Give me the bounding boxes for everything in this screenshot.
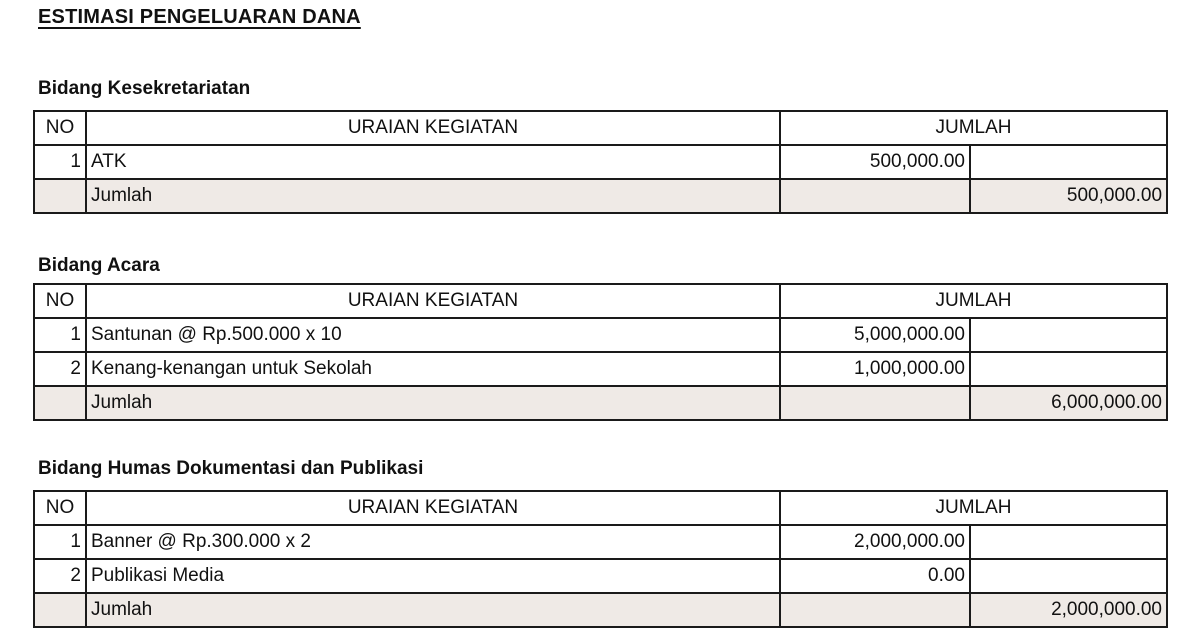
row-number: 1	[34, 525, 86, 559]
row-total-cell	[970, 145, 1167, 179]
table-header-row	[34, 284, 1167, 318]
table-header-row	[34, 111, 1167, 145]
row-number: 2	[34, 559, 86, 593]
budget-table-kesekretariatan	[33, 110, 1168, 214]
row-total-cell	[970, 352, 1167, 386]
table-header-row	[34, 491, 1167, 525]
row-amount: 5,000,000.00	[780, 318, 970, 352]
header-uraian: URAIAN KEGIATAN	[86, 491, 780, 525]
total-amount-cell	[780, 386, 970, 420]
total-label: Jumlah	[86, 179, 780, 213]
header-no: NO	[34, 284, 86, 318]
header-jumlah: JUMLAH	[780, 491, 1167, 525]
table-row	[34, 352, 1167, 386]
header-jumlah: JUMLAH	[780, 284, 1167, 318]
row-amount: 0.00	[780, 559, 970, 593]
total-value: 2,000,000.00	[970, 593, 1167, 627]
total-value: 500,000.00	[970, 179, 1167, 213]
section-title-kesekretariatan: Bidang Kesekretariatan	[38, 78, 251, 99]
table-row	[34, 525, 1167, 559]
budget-table-humas	[33, 490, 1168, 628]
budget-table-acara	[33, 283, 1168, 421]
header-uraian: URAIAN KEGIATAN	[86, 111, 780, 145]
total-label: Jumlah	[86, 593, 780, 627]
header-no: NO	[34, 491, 86, 525]
section-title-acara: Bidang Acara	[38, 255, 160, 276]
row-number: 2	[34, 352, 86, 386]
total-row	[34, 386, 1167, 420]
table-row	[34, 145, 1167, 179]
header-uraian: URAIAN KEGIATAN	[86, 284, 780, 318]
row-total-cell	[970, 559, 1167, 593]
row-description: Publikasi Media	[86, 559, 780, 593]
row-amount: 1,000,000.00	[780, 352, 970, 386]
total-no-cell	[34, 593, 86, 627]
row-description: Santunan @ Rp.500.000 x 10	[86, 318, 780, 352]
total-row	[34, 179, 1167, 213]
document-title: ESTIMASI PENGELUARAN DANA	[38, 6, 361, 28]
header-no: NO	[34, 111, 86, 145]
total-value: 6,000,000.00	[970, 386, 1167, 420]
total-amount-cell	[780, 593, 970, 627]
total-no-cell	[34, 179, 86, 213]
total-amount-cell	[780, 179, 970, 213]
row-total-cell	[970, 525, 1167, 559]
row-amount: 500,000.00	[780, 145, 970, 179]
total-label: Jumlah	[86, 386, 780, 420]
table-row	[34, 318, 1167, 352]
section-title-humas: Bidang Humas Dokumentasi dan Publikasi	[38, 458, 424, 479]
total-no-cell	[34, 386, 86, 420]
row-amount: 2,000,000.00	[780, 525, 970, 559]
row-description: Kenang-kenangan untuk Sekolah	[86, 352, 780, 386]
row-number: 1	[34, 318, 86, 352]
total-row	[34, 593, 1167, 627]
row-description: Banner @ Rp.300.000 x 2	[86, 525, 780, 559]
row-total-cell	[970, 318, 1167, 352]
table-row	[34, 559, 1167, 593]
row-number: 1	[34, 145, 86, 179]
header-jumlah: JUMLAH	[780, 111, 1167, 145]
row-description: ATK	[86, 145, 780, 179]
